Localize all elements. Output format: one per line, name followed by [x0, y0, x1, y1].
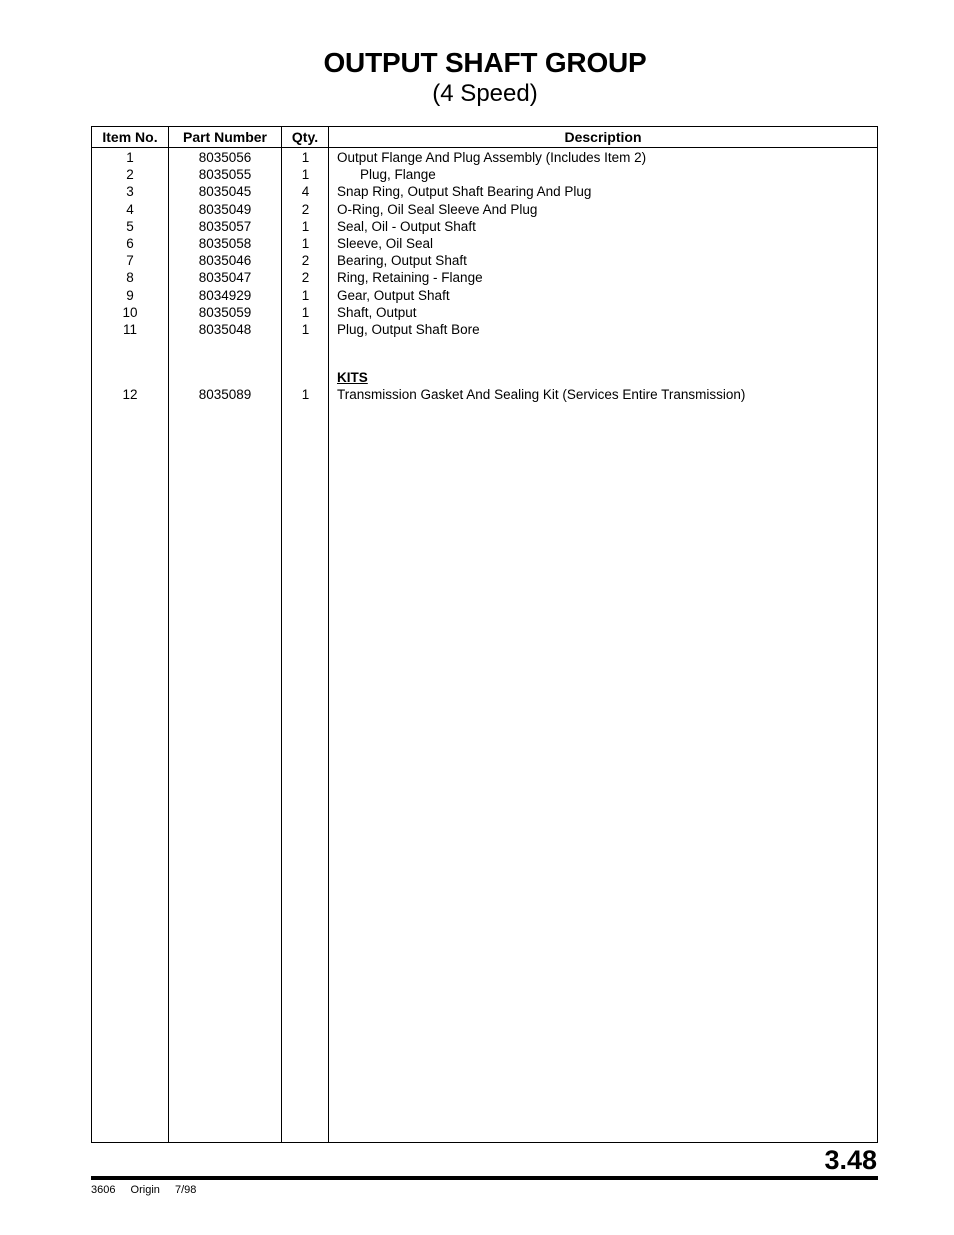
item-number: 3: [126, 184, 134, 200]
table-row: [92, 386, 877, 403]
item-number: 12: [122, 387, 138, 402]
table-row: [92, 183, 877, 200]
item-number: 2: [126, 167, 134, 183]
description: Bearing, Output Shaft: [337, 253, 467, 269]
kits-heading: KITS: [337, 370, 368, 385]
description: Plug, Flange: [360, 167, 436, 183]
parts-list: [92, 149, 877, 338]
footer-info: [91, 1183, 208, 1197]
quantity: 1: [301, 321, 310, 337]
item-number: 11: [122, 321, 137, 337]
part-number: 8035048: [198, 321, 252, 337]
page-number: 3.48: [824, 1145, 877, 1175]
part-number: 8034929: [198, 287, 252, 303]
description: O-Ring, Oil Seal Sleeve And Plug: [337, 201, 538, 217]
quantity: 1: [301, 304, 310, 320]
column-header-item-no: Item No.: [102, 129, 158, 145]
part-number: 8035058: [198, 235, 252, 251]
description: Snap Ring, Output Shaft Bearing And Plug: [337, 184, 592, 200]
model-number: 3606: [91, 1184, 116, 1196]
quantity: 2: [301, 253, 310, 269]
description: Transmission Gasket And Sealing Kit (Services Entire Transmission): [337, 387, 746, 402]
quantity: 1: [301, 287, 310, 303]
description: Gear, Output Shaft: [337, 287, 450, 303]
part-number: 8035045: [198, 184, 252, 200]
item-number: 7: [126, 253, 134, 269]
table-row: [92, 149, 877, 166]
quantity: 2: [301, 270, 310, 286]
description: Shaft, Output: [337, 304, 417, 320]
parts-table: [91, 126, 878, 1143]
description: Sleeve, Oil Seal: [337, 235, 434, 251]
table-row: [92, 321, 877, 338]
description: Output Flange And Plug Assembly (Includes Item 2): [337, 150, 647, 165]
quantity: 2: [301, 201, 310, 217]
header-divider: [92, 147, 877, 148]
part-number: 8035055: [198, 167, 252, 183]
revision-date: 7/98: [174, 1184, 197, 1196]
part-number: 8035056: [198, 150, 252, 165]
column-header-qty: Qty.: [291, 129, 319, 145]
part-number: 8035057: [198, 218, 252, 234]
description: Ring, Retaining - Flange: [337, 270, 483, 286]
quantity: 4: [301, 184, 310, 200]
table-row: [92, 166, 877, 183]
part-number: 8035046: [198, 253, 252, 269]
quantity: 1: [301, 150, 310, 165]
footer-divider: [91, 1176, 878, 1180]
table-row: [92, 269, 877, 286]
quantity: 1: [301, 167, 310, 183]
page-title: OUTPUT SHAFT GROUP: [323, 47, 647, 78]
part-number: 8035047: [198, 270, 252, 286]
description: Plug, Output Shaft Bore: [337, 321, 480, 337]
item-number: 5: [126, 218, 134, 234]
origin-label: Origin: [130, 1184, 160, 1196]
table-row: [92, 252, 877, 269]
part-number: 8035049: [198, 201, 252, 217]
column-header-part-number: Part Number: [182, 129, 268, 145]
part-number: 8035059: [198, 304, 252, 320]
quantity: 1: [301, 218, 310, 234]
item-number: 6: [126, 235, 134, 251]
column-header-description: Description: [564, 129, 642, 145]
table-row: [92, 235, 877, 252]
quantity: 1: [301, 387, 310, 402]
item-number: 1: [126, 150, 134, 165]
page-subtitle: (4 Speed): [432, 80, 538, 107]
item-number: 10: [122, 304, 138, 320]
part-number: 8035089: [198, 387, 252, 402]
quantity: 1: [301, 235, 310, 251]
table-row: [92, 201, 877, 218]
table-row: [92, 218, 877, 235]
description: Seal, Oil - Output Shaft: [337, 218, 476, 234]
item-number: 9: [126, 287, 134, 303]
item-number: 8: [126, 270, 134, 286]
table-row: [92, 287, 877, 304]
table-row: [92, 304, 877, 321]
item-number: 4: [126, 201, 134, 217]
